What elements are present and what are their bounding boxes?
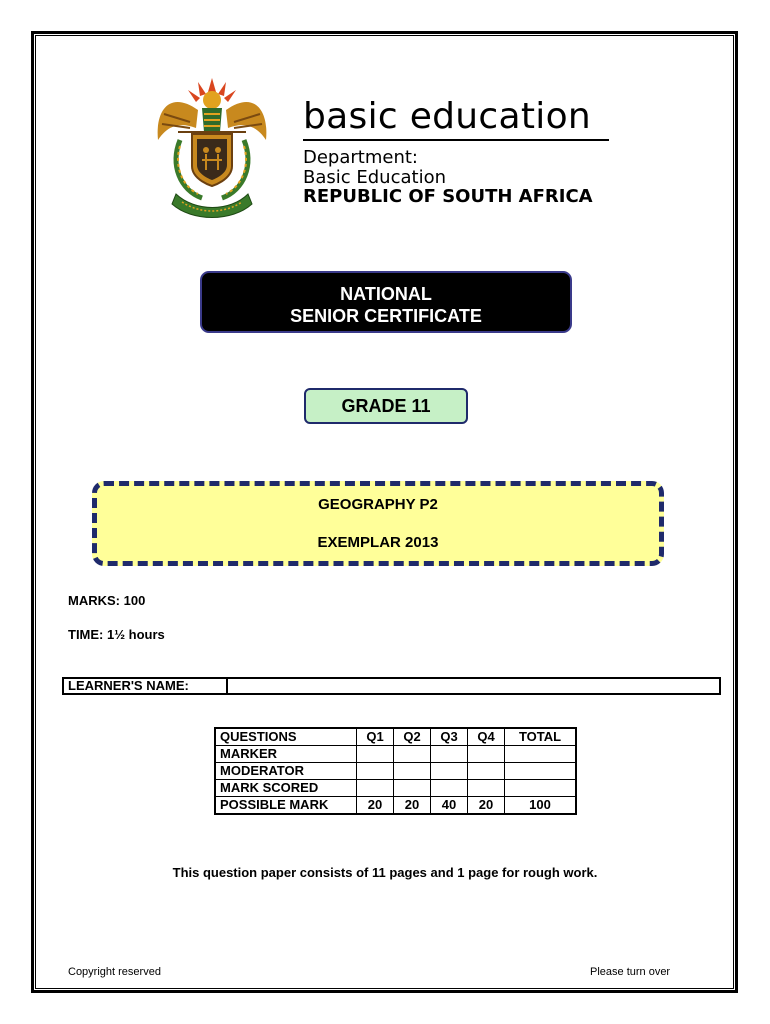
certificate-banner <box>200 271 572 333</box>
score-cell[interactable] <box>468 763 505 780</box>
table-header: Q4 <box>468 728 505 746</box>
table-header: Q3 <box>431 728 468 746</box>
table-row <box>215 797 576 815</box>
possible-mark-total: 100 <box>505 797 577 815</box>
learner-name-label: LEARNER'S NAME: <box>64 679 228 693</box>
score-cell[interactable] <box>431 780 468 797</box>
score-cell[interactable] <box>394 763 431 780</box>
learner-name-row <box>62 677 721 695</box>
score-cell[interactable] <box>468 780 505 797</box>
department-name: Basic Education <box>303 167 446 188</box>
score-cell[interactable] <box>431 746 468 763</box>
subject-panel <box>92 481 664 566</box>
table-row <box>215 763 576 780</box>
score-cell[interactable] <box>357 746 394 763</box>
republic-name: REPUBLIC OF SOUTH AFRICA <box>303 186 593 207</box>
score-cell[interactable] <box>394 780 431 797</box>
grade-badge: GRADE 11 <box>304 388 468 424</box>
table-header: TOTAL <box>505 728 577 746</box>
brand-divider <box>303 139 609 141</box>
table-header: Q1 <box>357 728 394 746</box>
table-header-row <box>215 728 576 746</box>
score-cell[interactable] <box>394 746 431 763</box>
score-cell[interactable] <box>505 763 577 780</box>
possible-mark: 20 <box>468 797 505 815</box>
coat-of-arms-emblem <box>150 70 275 220</box>
brand-title: basic education <box>303 96 592 137</box>
table-row <box>215 746 576 763</box>
row-label: MODERATOR <box>215 763 357 780</box>
score-cell[interactable] <box>357 763 394 780</box>
row-label: MARKER <box>215 746 357 763</box>
certificate-line-1: NATIONAL <box>340 284 432 304</box>
possible-mark: 20 <box>357 797 394 815</box>
certificate-line-2: SENIOR CERTIFICATE <box>290 306 482 326</box>
subject-name: GEOGRAPHY P2 <box>318 496 438 513</box>
score-cell[interactable] <box>505 780 577 797</box>
copyright-text: Copyright reserved <box>68 966 161 978</box>
possible-mark: 40 <box>431 797 468 815</box>
row-label: MARK SCORED <box>215 780 357 797</box>
possible-mark: 20 <box>394 797 431 815</box>
turn-over-text: Please turn over <box>590 966 671 978</box>
marks-info: MARKS: 100 <box>68 593 146 608</box>
score-table <box>214 727 577 815</box>
page-count-note: This question paper consists of 11 pages and 1 page for rough work. <box>172 865 598 880</box>
table-header: Q2 <box>394 728 431 746</box>
table-header: QUESTIONS <box>215 728 357 746</box>
score-cell[interactable] <box>468 746 505 763</box>
learner-name-field[interactable] <box>228 679 719 693</box>
score-cell[interactable] <box>505 746 577 763</box>
row-label: POSSIBLE MARK <box>215 797 357 815</box>
score-cell[interactable] <box>357 780 394 797</box>
table-row <box>215 780 576 797</box>
subject-exemplar: EXEMPLAR 2013 <box>317 534 439 551</box>
time-info: TIME: 1½ hours <box>68 627 165 642</box>
department-label: Department: <box>303 147 418 168</box>
score-cell[interactable] <box>431 763 468 780</box>
